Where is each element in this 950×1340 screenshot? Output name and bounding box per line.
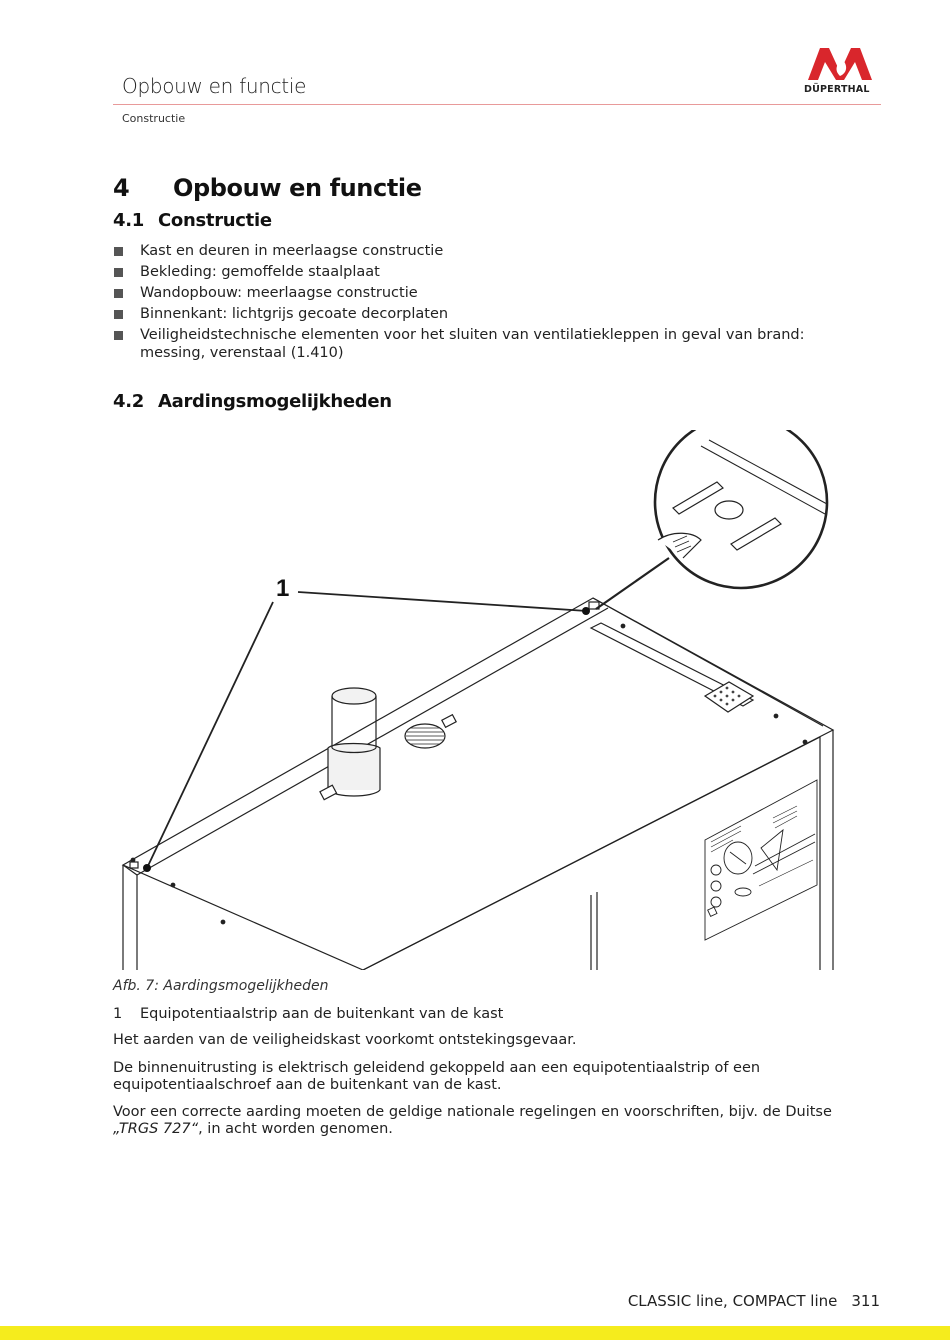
bullet-square-icon: [114, 289, 123, 298]
list-item: Binnenkant: lichtgrijs gecoate decorplaten: [113, 305, 873, 323]
legend-number: 1: [113, 1006, 123, 1022]
figure-caption: Afb. 7: Aardingsmogelijkheden: [113, 978, 329, 994]
construction-bullet-list: [113, 242, 873, 365]
figure-legend-item: [113, 1006, 503, 1022]
paragraph-grounding-purpose: Het aarden van de veiligheidskast voorkomt ontstekingsgevaar.: [113, 1032, 577, 1048]
list-item: Bekleding: gemoffelde staalplaat: [113, 263, 873, 281]
section-heading-constructie: [113, 210, 272, 231]
chapter-heading: [113, 174, 422, 202]
chapter-number: 4: [113, 174, 130, 202]
list-item: Veiligheidstechnische elementen voor het sluiten van ventilatiekleppen in geval van brand: messing, verenstaal (1.410): [113, 326, 873, 362]
legend-text: Equipotentiaalstrip aan de buitenkant van de kast: [140, 1006, 504, 1022]
bullet-square-icon: [114, 268, 123, 277]
section-title: Aardingsmogelijkheden: [158, 391, 392, 412]
footer-product-line: CLASSIC line, COMPACT line: [627, 1292, 838, 1310]
bottom-accent-bar: [0, 1326, 950, 1340]
section-heading-aarding: [113, 391, 392, 412]
running-header-subtitle: Constructie: [122, 112, 186, 125]
section-number: 4.2: [113, 391, 144, 412]
list-item: Wandopbouw: meerlaagse constructie: [113, 284, 873, 302]
page-footer: [628, 1292, 880, 1310]
paragraph-equipotential: De binnenuitrusting is elektrisch geleidend gekoppeld aan een equipotentiaalstrip of een equipotentiaalschroef aan de buitenkant van de kast.: [113, 1060, 761, 1093]
type-label-plate: [705, 780, 817, 940]
chapter-title: Opbouw en functie: [173, 174, 422, 202]
header-rule: [113, 104, 881, 105]
cabinet-grounding-illustration: [113, 430, 883, 970]
paragraph-regulations: Voor een correcte aarding moeten de geldige nationale regelingen en voorschriften, bijv. de Duitse „TRGS 727“, in acht worden genomen.: [113, 1104, 832, 1137]
section-number: 4.1: [113, 210, 144, 231]
bullet-square-icon: [114, 310, 123, 319]
magnifier-detail: [655, 430, 827, 588]
figure-callout-number: 1: [276, 575, 290, 602]
bullet-square-icon: [114, 331, 123, 340]
section-title: Constructie: [158, 210, 272, 231]
regulation-reference: „TRGS 727“: [113, 1121, 199, 1137]
bullet-square-icon: [114, 247, 123, 256]
brand-name: DÜPERTHAL: [804, 84, 870, 95]
list-item: Kast en deuren in meerlaagse constructie: [113, 242, 873, 260]
page-number: 311: [851, 1292, 880, 1310]
running-header-title: Opbouw en functie: [122, 74, 307, 98]
